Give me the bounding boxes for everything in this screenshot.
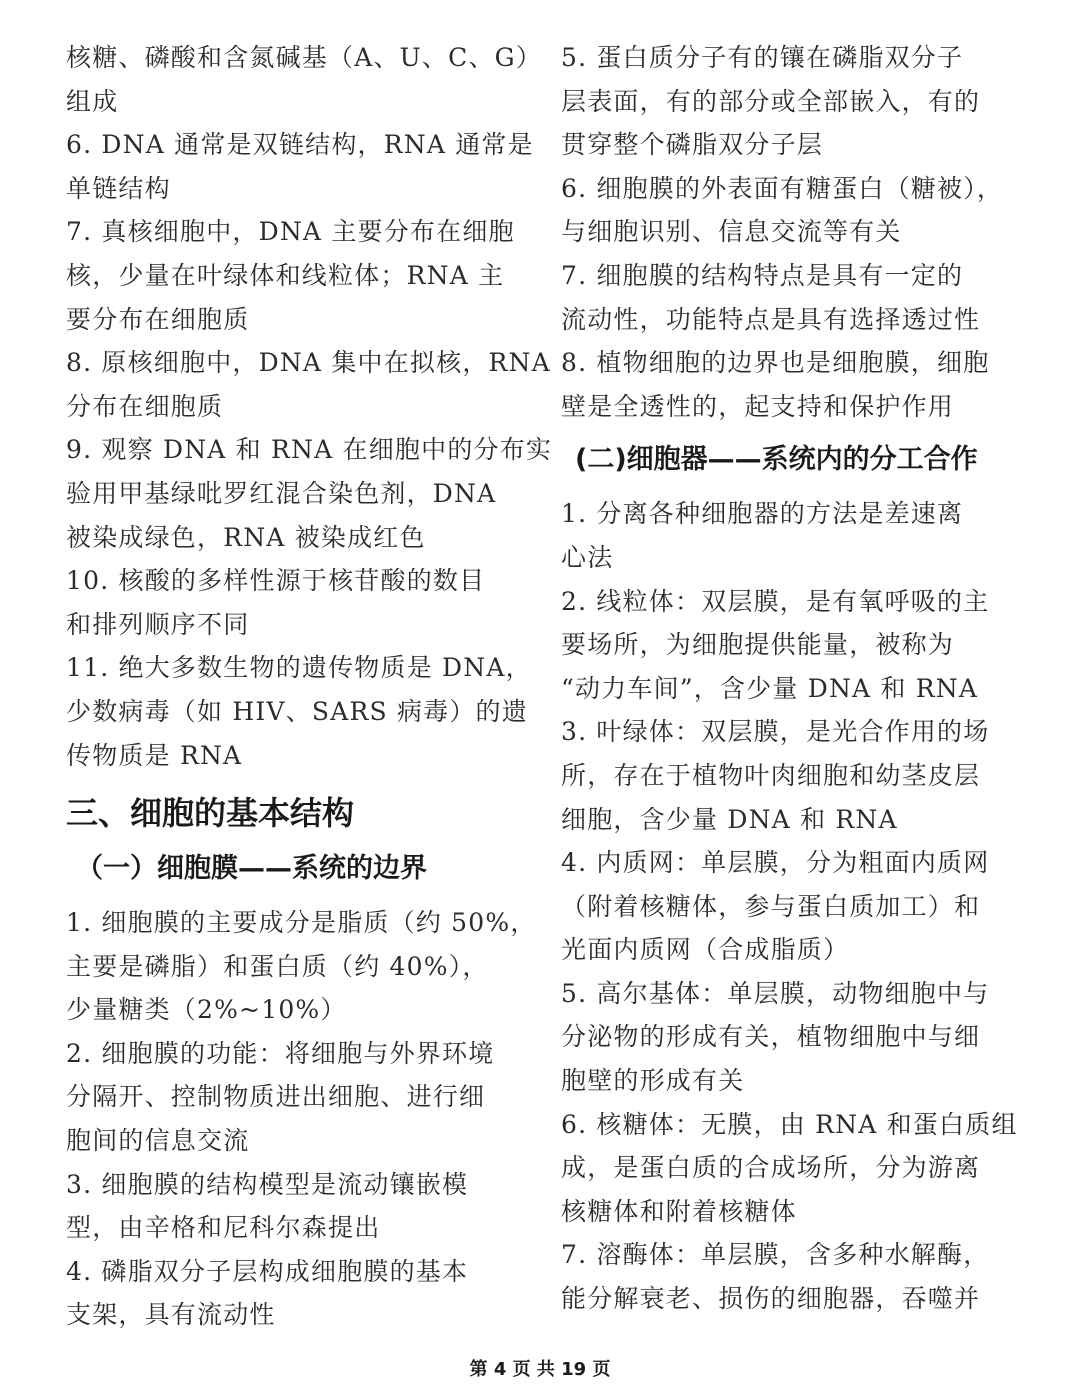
text-line: 支架，具有流动性	[66, 1300, 276, 1330]
paragraph	[561, 1233, 1023, 1320]
text-line: 6. 核糖体：无膜，由 RNA 和蛋白质组	[561, 1109, 1018, 1139]
paragraph	[66, 1163, 528, 1250]
subsection-heading: （一）细胞膜——系统的边界	[76, 853, 427, 885]
text-line: 1. 分离各种细胞器的方法是差速离	[561, 499, 964, 529]
text-line: 和排列顺序不同	[66, 609, 250, 639]
paragraph	[561, 710, 1023, 841]
text-line: 胞间的信息交流	[66, 1126, 250, 1156]
paragraph	[561, 580, 1023, 711]
text-line: 2. 细胞膜的功能：将细胞与外界环境	[66, 1038, 495, 1068]
text-line: 验用甲基绿吡罗红混合染色剂，DNA	[66, 478, 497, 508]
text-line: 型，由辛格和尼科尔森提出	[66, 1213, 381, 1243]
text-line: 少量糖类（2%~10%）	[66, 995, 347, 1025]
left-column	[66, 36, 553, 1337]
paragraph	[66, 210, 528, 341]
text-line: “动力车间”，含少量 DNA 和 RNA	[561, 673, 979, 703]
text-line: 11. 绝大多数生物的遗传物质是 DNA，	[66, 653, 532, 683]
text-line: 3. 细胞膜的结构模型是流动镶嵌模	[66, 1169, 469, 1199]
text-line: 要场所，为细胞提供能量，被称为	[561, 630, 955, 660]
paragraph	[561, 1103, 1023, 1234]
text-line: 7. 溶酶体：单层膜，含多种水解酶，	[561, 1240, 990, 1270]
paragraph	[561, 36, 1023, 167]
page-number: 第 4 页 共 19 页	[469, 1359, 611, 1380]
paragraph	[66, 1032, 528, 1163]
text-line: 10. 核酸的多样性源于核苷酸的数目	[66, 566, 486, 596]
text-line: 3. 叶绿体：双层膜，是光合作用的场	[561, 717, 990, 747]
text-line: 8. 原核细胞中，DNA 集中在拟核，RNA	[66, 348, 551, 378]
text-line: 心法	[561, 542, 614, 572]
text-line: （附着核糖体，参与蛋白质加工）和	[561, 891, 981, 921]
paragraph	[66, 341, 551, 428]
text-line: 能分解衰老、损伤的细胞器，吞噬并	[561, 1284, 981, 1314]
text-line: 6. DNA 通常是双链结构，RNA 通常是	[66, 130, 534, 160]
text-line: 壁是全透性的，起支持和保护作用	[561, 391, 955, 421]
text-line: 核，少量在叶绿体和线粒体；RNA 主	[66, 260, 505, 290]
text-line: 成，是蛋白质的合成场所，分为游离	[561, 1153, 981, 1183]
paragraph	[561, 341, 1023, 428]
text-line: 传物质是 RNA	[66, 740, 243, 770]
text-line: 分泌物的形成有关，植物细胞中与细	[561, 1022, 981, 1052]
text-line: 细胞，含少量 DNA 和 RNA	[561, 804, 898, 834]
text-line: 1. 细胞膜的主要成分是脂质（约 50%，	[66, 908, 537, 938]
text-line: 8. 植物细胞的边界也是细胞膜，细胞	[561, 348, 990, 378]
text-line: 要分布在细胞质	[66, 304, 250, 334]
text-line: 被染成绿色，RNA 被染成红色	[66, 522, 426, 552]
paragraph	[561, 167, 1023, 254]
text-line: 层表面，有的部分或全部嵌入，有的	[561, 86, 981, 116]
text-line: 分布在细胞质	[66, 391, 224, 421]
text-line: 核糖、磷酸和含氮碱基（A、U、C、G）	[66, 43, 543, 72]
text-line: 核糖体和附着核糖体	[561, 1196, 797, 1226]
paragraph	[561, 841, 1023, 972]
paragraph	[66, 901, 537, 1032]
section-heading: 三、细胞的基本结构	[66, 794, 355, 833]
text-line: 少数病毒（如 HIV、SARS 病毒）的遗	[66, 696, 528, 726]
paragraph	[66, 36, 543, 123]
text-line: 组成	[66, 86, 119, 116]
paragraph	[66, 559, 528, 646]
text-line: 所，存在于植物叶肉细胞和幼茎皮层	[561, 760, 981, 790]
text-line: 2. 线粒体：双层膜，是有氧呼吸的主	[561, 586, 990, 616]
paragraph	[66, 646, 532, 777]
right-column	[561, 36, 1023, 1321]
text-line: 5. 高尔基体：单层膜，动物细胞中与	[561, 978, 990, 1008]
text-line: 9. 观察 DNA 和 RNA 在细胞中的分布实	[66, 435, 553, 465]
text-line: 主要是磷脂）和蛋白质（约 40%），	[66, 951, 489, 981]
paragraph	[561, 492, 1023, 579]
text-line: 光面内质网（合成脂质）	[561, 935, 850, 965]
paragraph	[66, 428, 553, 559]
paragraph	[561, 972, 1023, 1103]
text-line: 6. 细胞膜的外表面有糖蛋白（糖被），	[561, 173, 1004, 203]
text-line: 分隔开、控制物质进出细胞、进行细	[66, 1082, 486, 1112]
text-line: 流动性，功能特点是具有选择透过性	[561, 304, 981, 334]
text-line: 与细胞识别、信息交流等有关	[561, 217, 902, 247]
text-line: 7. 细胞膜的结构特点是具有一定的	[561, 260, 964, 290]
text-line: 7. 真核细胞中，DNA 主要分布在细胞	[66, 217, 515, 247]
text-line: 4. 内质网：单层膜，分为粗面内质网	[561, 848, 990, 878]
subsection-heading: (二)细胞器——系统内的分工合作	[575, 444, 978, 476]
paragraph	[561, 254, 1023, 341]
text-line: 4. 磷脂双分子层构成细胞膜的基本	[66, 1256, 469, 1286]
text-line: 5. 蛋白质分子有的镶在磷脂双分子	[561, 43, 964, 72]
text-line: 胞壁的形成有关	[561, 1066, 745, 1096]
paragraph	[66, 123, 534, 210]
paragraph	[66, 1250, 528, 1337]
text-line: 单链结构	[66, 173, 171, 203]
text-line: 贯穿整个磷脂双分子层	[561, 130, 824, 160]
